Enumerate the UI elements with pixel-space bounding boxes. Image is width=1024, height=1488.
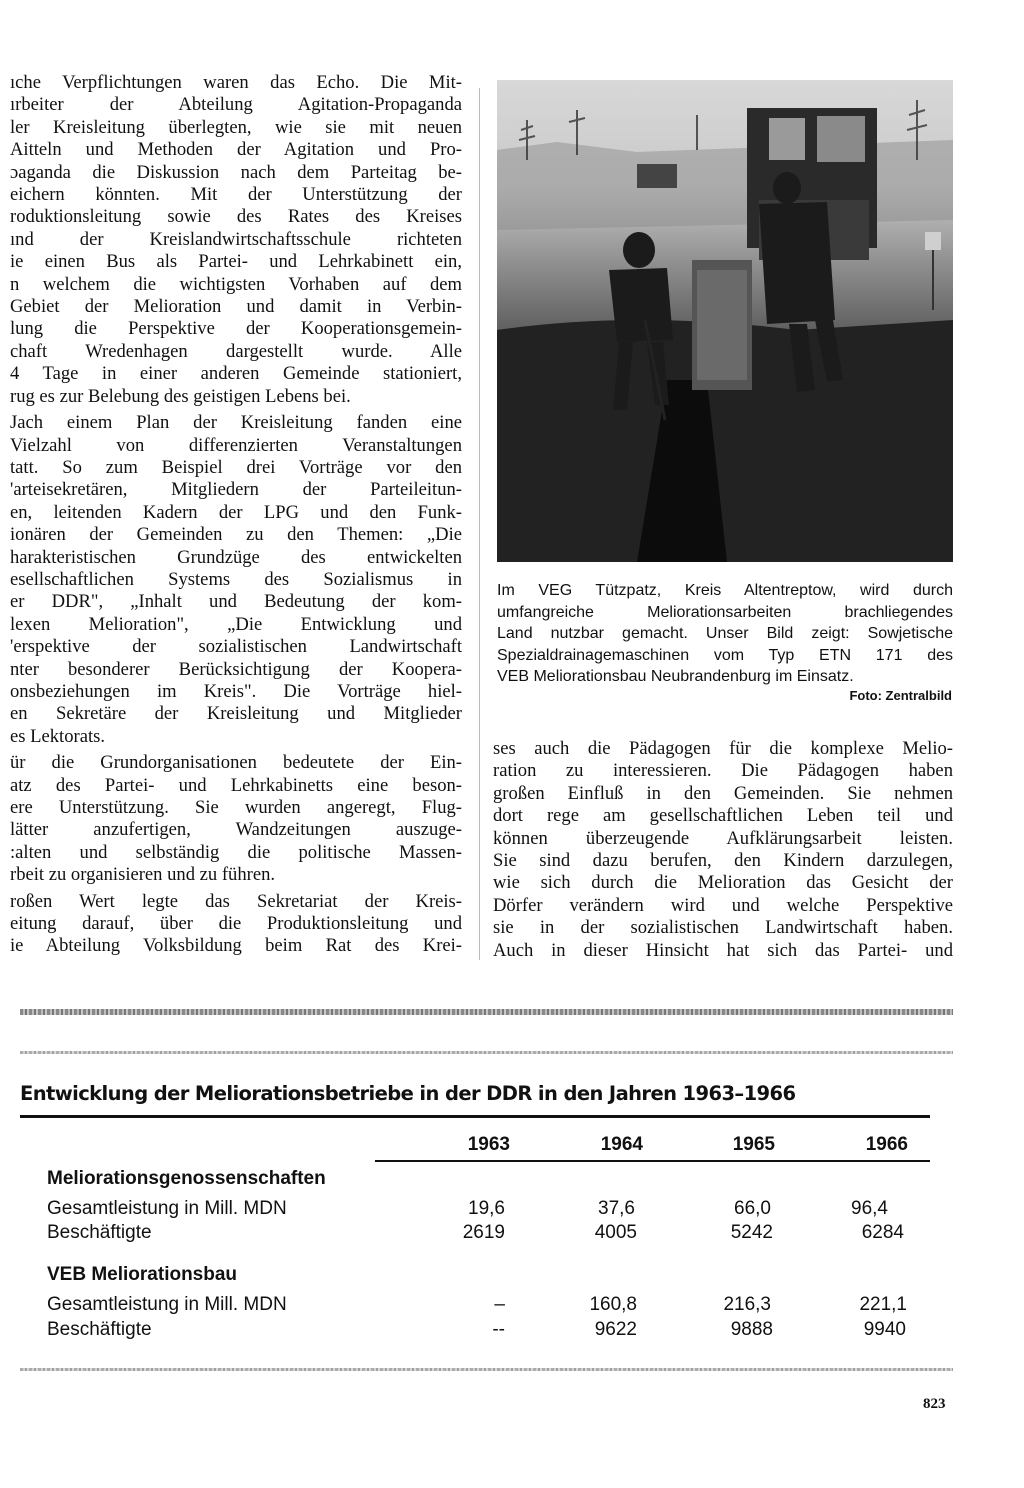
- halftone-band-bottom: [20, 1368, 953, 1371]
- right-text-column: [493, 738, 953, 962]
- text-line: :alten und selbständig die politische Massen-: [10, 841, 462, 863]
- text-line: ɔaganda die Diskussion nach dem Parteitag be-: [10, 161, 462, 183]
- table-cell: --: [492, 1319, 505, 1340]
- halftone-band-top: [20, 1009, 953, 1015]
- text-line: VEB Meliorationsbau Neubrandenburg im Einsatz.: [497, 668, 854, 685]
- table-cell: 6284: [861, 1222, 904, 1243]
- table-cell: 19,6: [468, 1198, 505, 1219]
- title-rule: [20, 1115, 930, 1118]
- table-title: Entwicklung der Meliorationsbetriebe in der DDR in den Jahren 1963–1966: [20, 1082, 796, 1105]
- table-cell: 216,3: [723, 1294, 771, 1315]
- row-label: Beschäftigte: [47, 1319, 152, 1340]
- text-line: wie sich durch die Melioration das Gesicht der: [493, 872, 953, 894]
- halftone-band-upper-table: [20, 1051, 953, 1054]
- text-line: en Sekretäre der Kreisleitung und Mitglieder: [10, 703, 462, 725]
- text-line: ür die Grundorganisationen bedeutete der Ein-: [10, 752, 462, 774]
- table-cell: 5242: [730, 1222, 773, 1243]
- paragraph: [10, 891, 462, 958]
- text-line: nter besonderer Berücksichtigung der Koopera-: [10, 658, 462, 680]
- text-line: ırbeiter der Abteilung Agitation-Propaganda: [10, 94, 462, 116]
- table-cell: 66,0: [734, 1198, 771, 1219]
- table-cell: 4005: [594, 1222, 637, 1243]
- text-line: eitung darauf, über die Produktionsleitung und: [10, 913, 462, 935]
- left-text-column: [10, 72, 462, 962]
- text-line: lätter anzufertigen, Wandzeitungen auszuge-: [10, 819, 462, 841]
- text-line: Aitteln und Methoden der Agitation und Pro-: [10, 139, 462, 161]
- section-heading: Meliorationsgenossenschaften: [47, 1168, 326, 1189]
- paragraph: [10, 72, 462, 408]
- text-line: n welchem die wichtigsten Vorhaben auf dem: [10, 273, 462, 295]
- text-line: Vielzahl von differenzierten Veranstaltungen: [10, 434, 462, 456]
- table-cell: 221,1: [859, 1294, 907, 1315]
- text-line: tatt. So zum Beispiel drei Vorträge vor den: [10, 456, 462, 478]
- table-cell: 96,4: [851, 1198, 888, 1219]
- text-line: ie einen Bus als Partei- und Lehrkabinett ein,: [10, 251, 462, 273]
- text-line: ses auch die Pädagogen für die komplexe Melio-: [493, 738, 953, 759]
- photo-drainage-machine: [497, 80, 953, 562]
- year-header: 1965: [732, 1134, 775, 1155]
- text-line: ionären der Gemeinden zu den Themen: „Die: [10, 524, 462, 546]
- text-line: großen Einfluß in den Gemeinden. Sie nehmen: [493, 782, 953, 804]
- row-label: Gesamtleistung in Mill. MDN: [47, 1294, 287, 1315]
- text-line: Auch in dieser Hinsicht hat sich das Partei- und: [493, 939, 953, 961]
- text-line: Jach einem Plan der Kreisleitung fanden eine: [10, 412, 462, 434]
- photo-illustration: [497, 80, 953, 562]
- text-line: 'erspektive der sozialistischen Landwirtschaft: [10, 636, 462, 658]
- text-line: ler Kreisleitung überlegten, wie sie mit neuen: [10, 116, 462, 138]
- text-line: Spezialdrainagemaschinen vom Typ ETN 171 des: [497, 646, 953, 664]
- text-line: roduktionsleitung sowie des Rates des Kreises: [10, 206, 462, 228]
- text-line: können überzeugende Aufklärungsarbeit leisten.: [493, 827, 953, 849]
- text-line: ıche Verpflichtungen waren das Echo. Die Mit-: [10, 72, 462, 93]
- text-line: lung die Perspektive der Kooperationsgemein-: [10, 318, 462, 340]
- row-label: Beschäftigte: [47, 1222, 152, 1243]
- text-line: sie in der sozialistischen Landwirtschaft haben.: [493, 917, 953, 939]
- table-cell: 2619: [462, 1222, 505, 1243]
- text-line: chaft Wredenhagen dargestellt wurde. Alle: [10, 340, 462, 362]
- text-line: dort rege am gesellschaftlichen Leben teil und: [493, 805, 953, 827]
- text-line: umfangreiche Meliorationsarbeiten brachliegendes: [497, 603, 953, 621]
- text-line: lexen Melioration", „Die Entwicklung und: [10, 613, 462, 635]
- photo-credit: Foto: Zentralbild: [849, 688, 952, 703]
- text-line: ie Abteilung Volksbildung beim Rat des Krei-: [10, 935, 462, 957]
- text-line: harakteristischen Grundzüge des entwickelten: [10, 546, 462, 568]
- paragraph: [10, 412, 462, 748]
- paragraph: [10, 752, 462, 886]
- column-divider: [479, 88, 480, 960]
- text-line: en, leitenden Kadern der LPG und den Funk-: [10, 501, 462, 523]
- section-heading: VEB Meliorationsbau: [47, 1264, 238, 1285]
- text-line: rbeit zu organisieren und zu führen.: [10, 864, 276, 886]
- text-line: eichern könnten. Mit der Unterstützung der: [10, 184, 462, 206]
- text-line: Sie sind dazu berufen, den Kindern darzulegen,: [493, 850, 953, 872]
- text-line: Land nutzbar gemacht. Unser Bild zeigt: Sowjetische: [497, 625, 953, 642]
- row-label: Gesamtleistung in Mill. MDN: [47, 1198, 287, 1219]
- year-header: 1964: [600, 1134, 643, 1155]
- header-rule: [375, 1160, 930, 1162]
- text-line: 'arteisekretären, Mitgliedern der Parteileitun-: [10, 479, 462, 501]
- table-cell: 9888: [730, 1319, 773, 1340]
- year-header: 1963: [467, 1134, 510, 1155]
- text-line: rug es zur Belebung des geistigen Lebens bei.: [10, 385, 351, 407]
- text-line: ınd der Kreislandwirtschaftsschule richteten: [10, 228, 462, 250]
- text-line: er DDR", „Inhalt und Bedeutung der kom-: [10, 591, 462, 613]
- year-header: 1966: [865, 1134, 908, 1155]
- table-cell: 37,6: [598, 1198, 635, 1219]
- text-line: esellschaftlichen Systems des Sozialismus in: [10, 568, 462, 590]
- text-line: Im VEG Tützpatz, Kreis Altentreptow, wird durch: [497, 582, 953, 599]
- text-line: onsbeziehungen im Kreis". Die Vorträge hiel-: [10, 680, 462, 702]
- text-line: Dörfer verändern wird und welche Perspektive: [493, 894, 953, 916]
- table-cell: 9940: [863, 1319, 906, 1340]
- text-line: ere Unterstützung. Sie wurden angeregt, Flug-: [10, 797, 462, 818]
- text-line: 4 Tage in einer anderen Gemeinde stationiert,: [10, 363, 462, 385]
- table-cell: 9622: [594, 1319, 637, 1340]
- photo-caption: [497, 580, 953, 688]
- text-line: atz des Partei- und Lehrkabinetts eine beson-: [10, 774, 462, 796]
- table-cell: 160,8: [589, 1294, 637, 1315]
- table-cell: –: [494, 1294, 505, 1315]
- text-line: roßen Wert legte das Sekretariat der Kreis-: [10, 890, 462, 912]
- page-number: 823: [923, 1396, 946, 1412]
- text-line: Gebiet der Melioration und damit in Verbin-: [10, 296, 462, 318]
- text-line: es Lektorats.: [10, 725, 106, 747]
- text-line: ration zu interessieren. Die Pädagogen haben: [493, 760, 953, 782]
